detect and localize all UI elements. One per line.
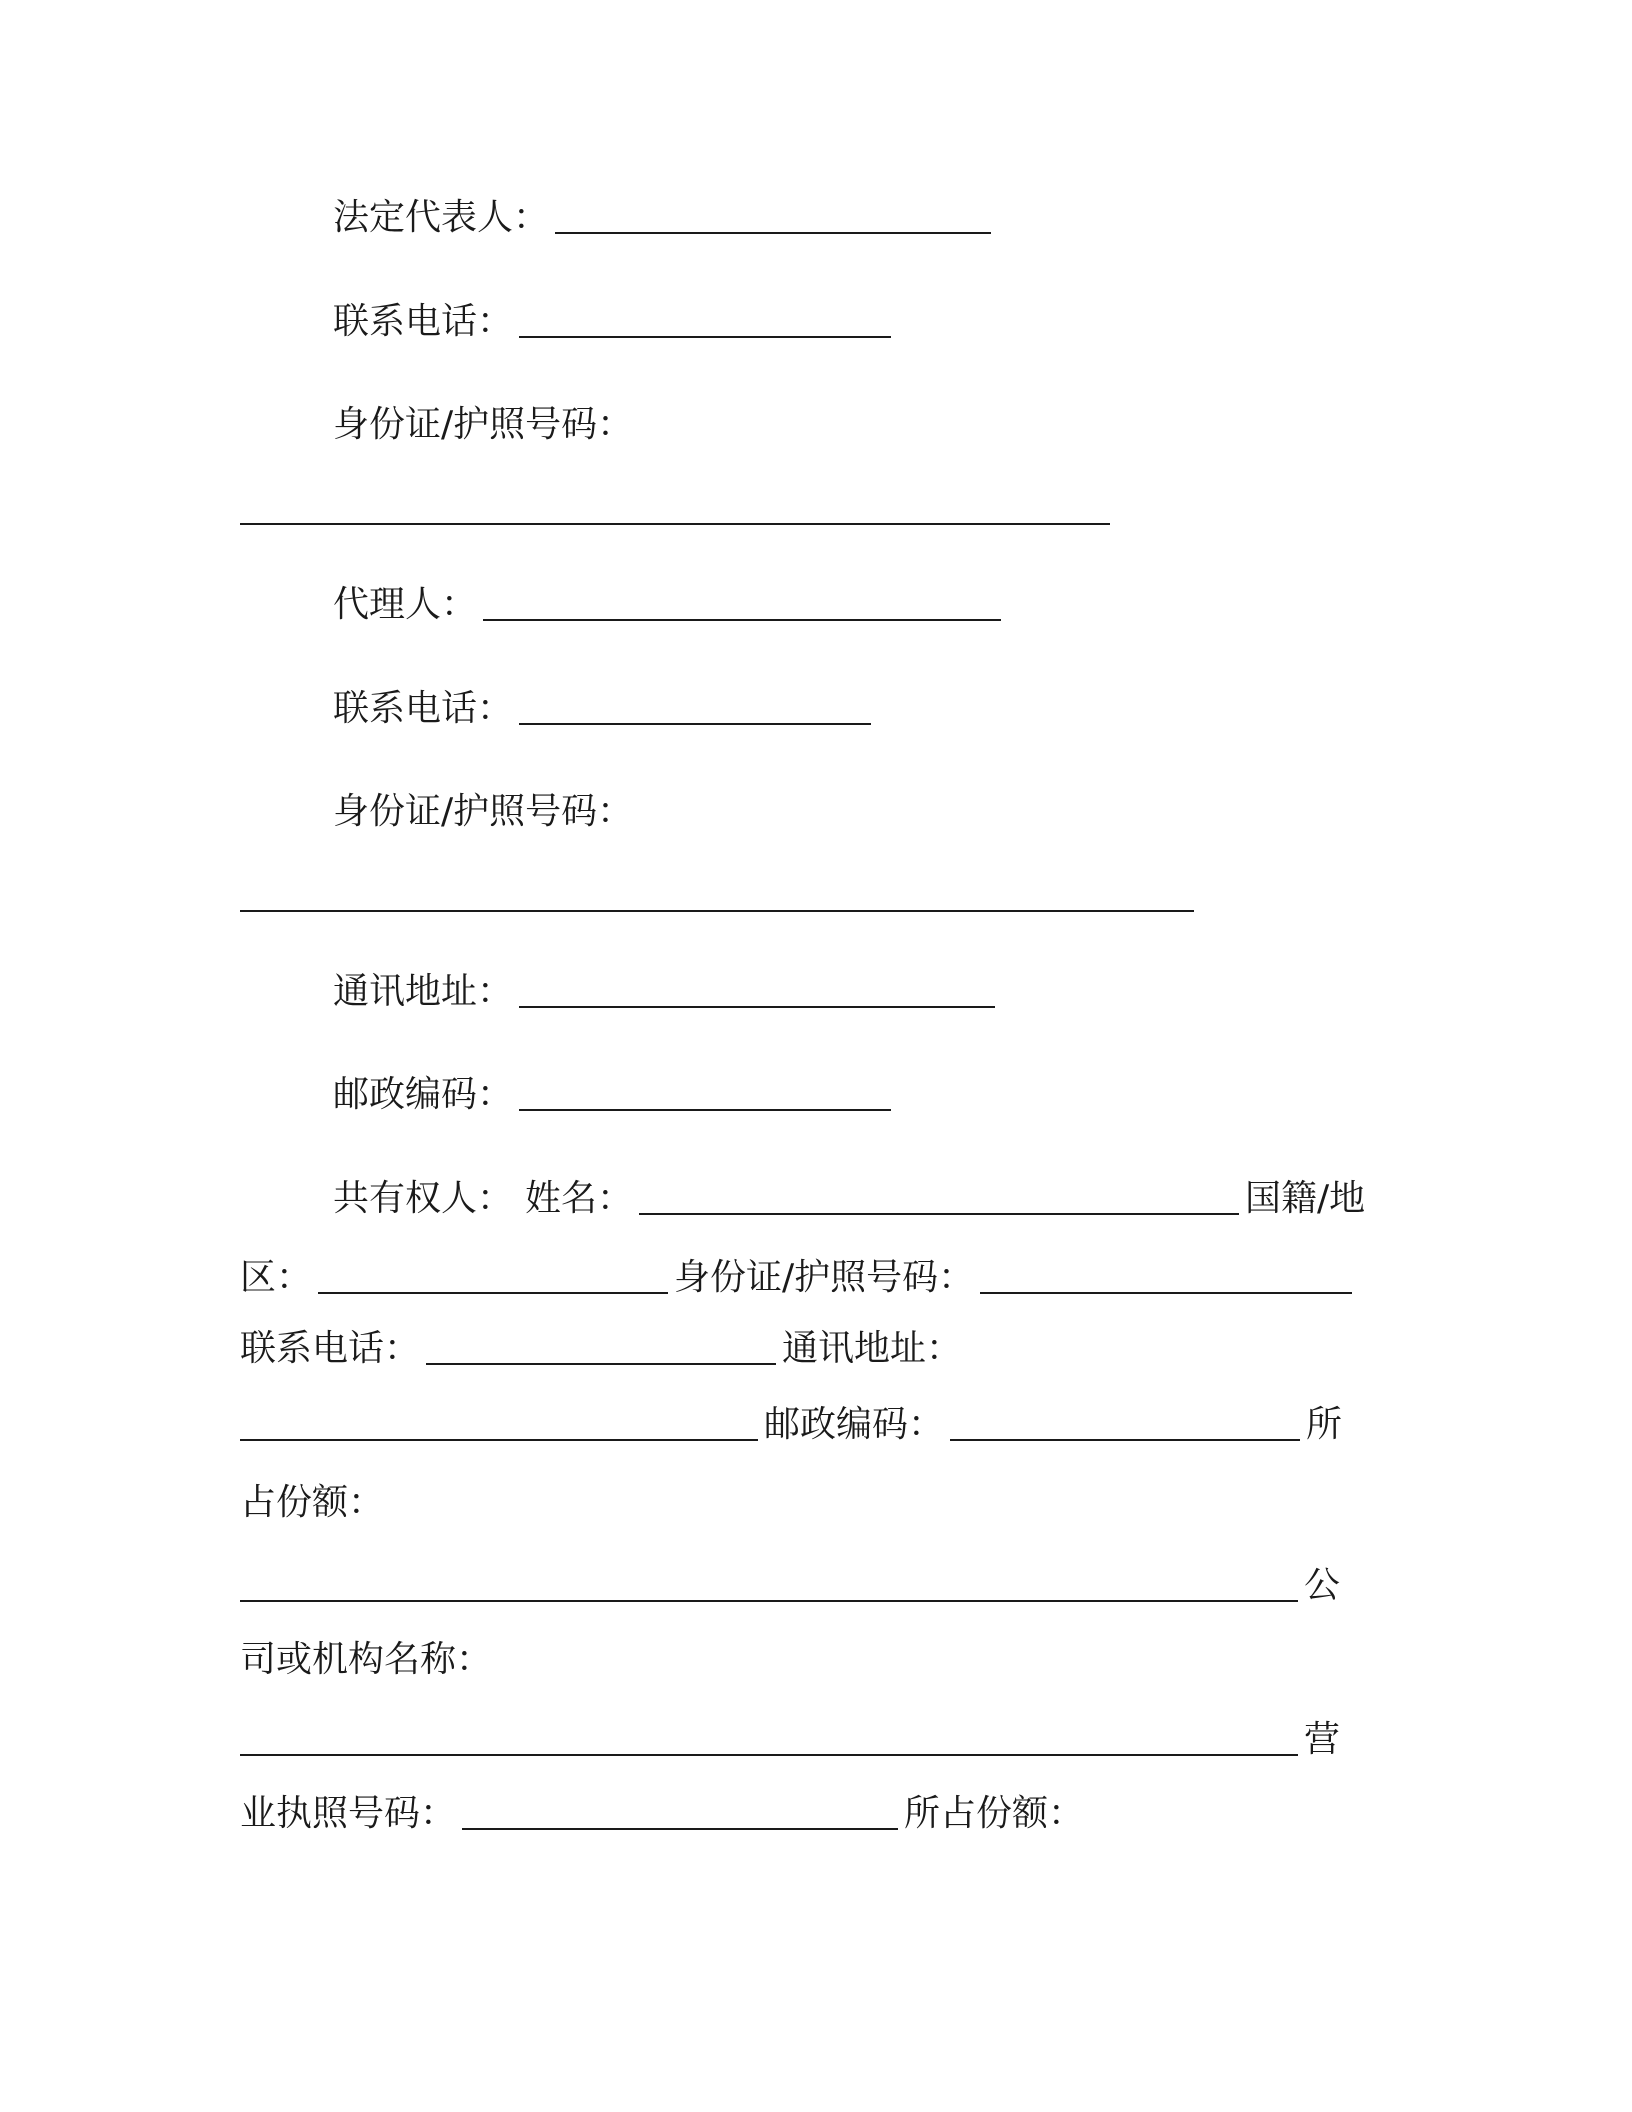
company-name-field[interactable]	[240, 1724, 1298, 1756]
company-label-a: 公	[1304, 1565, 1341, 1606]
coowner-nationality-label-b: 区：	[240, 1257, 313, 1298]
address-field[interactable]	[519, 976, 995, 1008]
address-row	[333, 970, 1001, 1014]
rep-phone-field[interactable]	[519, 306, 891, 338]
coowner-id-field[interactable]	[980, 1262, 1352, 1294]
agent-id-row	[333, 790, 633, 834]
agent-id-blank-row	[240, 874, 1200, 918]
rep-phone-row	[333, 300, 897, 344]
coowner-share-field[interactable]	[240, 1570, 1298, 1602]
agent-phone-label: 联系电话：	[333, 688, 514, 729]
rep-id-blank-row	[240, 487, 1116, 531]
coowner-id-label: 身份证/护照号码：	[674, 1257, 975, 1298]
agent-field[interactable]	[483, 589, 1001, 621]
coowner-postcode-label: 邮政编码：	[764, 1404, 945, 1445]
company-name-row	[240, 1638, 492, 1682]
coowner-share-label-a: 所	[1306, 1404, 1343, 1445]
address-label: 通讯地址：	[333, 971, 514, 1012]
coowner-share-row	[240, 1481, 384, 1525]
coowner-name-label: 姓名：	[525, 1178, 634, 1219]
coowner-phone-field[interactable]	[426, 1333, 776, 1365]
agent-phone-field[interactable]	[519, 693, 871, 725]
coowner-phone-label: 联系电话：	[240, 1328, 421, 1369]
coowner-share-label-b: 占份额：	[240, 1482, 385, 1523]
legal-representative-label: 法定代表人：	[333, 197, 550, 238]
legal-representative-field[interactable]	[555, 202, 991, 234]
rep-id-field[interactable]	[240, 493, 1110, 525]
rep-id-label: 身份证/护照号码：	[333, 404, 634, 445]
coowner-row	[333, 1177, 1365, 1221]
agent-row	[333, 583, 1007, 627]
agent-id-field[interactable]	[240, 880, 1194, 912]
coowner-label: 共有权人：	[333, 1178, 514, 1219]
coowner-postcode-field[interactable]	[950, 1409, 1300, 1441]
rep-id-row	[333, 403, 633, 447]
postcode-label: 邮政编码：	[333, 1074, 514, 1115]
coowner-postcode-row	[240, 1403, 1342, 1447]
coowner-address-field[interactable]	[240, 1409, 758, 1441]
company-share-label: 所占份额：	[904, 1793, 1085, 1834]
license-row	[240, 1792, 1084, 1836]
coowner-region-row	[240, 1256, 1358, 1300]
coowner-name-field[interactable]	[639, 1183, 1239, 1215]
license-field[interactable]	[462, 1798, 898, 1830]
license-label-b: 业执照号码：	[240, 1793, 457, 1834]
coowner-nationality-field[interactable]	[318, 1262, 668, 1294]
postcode-row	[333, 1073, 897, 1117]
coowner-share-blank-row	[240, 1564, 1340, 1608]
agent-phone-row	[333, 687, 877, 731]
coowner-address-label: 通讯地址：	[782, 1328, 963, 1369]
company-label-b: 司或机构名称：	[240, 1639, 493, 1680]
agent-id-label: 身份证/护照号码：	[333, 791, 634, 832]
postcode-field[interactable]	[519, 1079, 891, 1111]
legal-representative-row	[333, 196, 997, 240]
company-name-blank-row	[240, 1718, 1340, 1762]
coowner-nationality-label-a: 国籍/地	[1245, 1178, 1366, 1219]
license-label-a: 营	[1304, 1719, 1341, 1760]
rep-phone-label: 联系电话：	[333, 301, 514, 342]
coowner-phone-row	[240, 1327, 962, 1371]
agent-label: 代理人：	[333, 584, 478, 625]
